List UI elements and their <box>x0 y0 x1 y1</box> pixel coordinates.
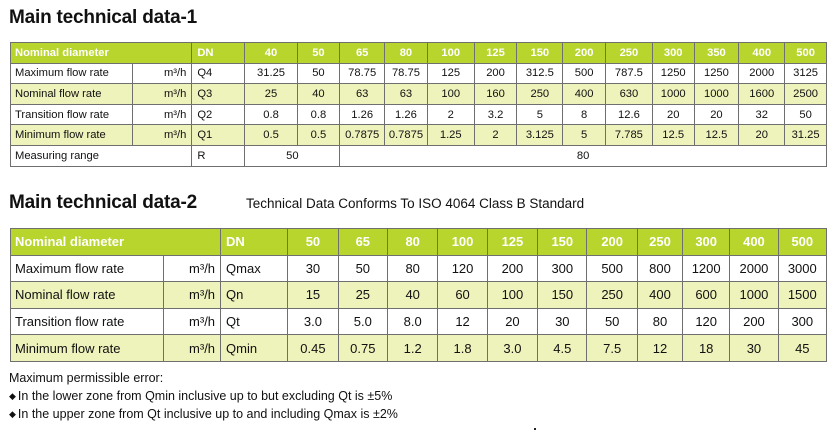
row-value-cell: 300 <box>778 308 826 335</box>
row-value-cell: 1000 <box>652 84 694 105</box>
row-label-cell: Maximum flow rate <box>11 63 133 84</box>
table-header-row <box>11 229 827 256</box>
row-value-cell: 1.26 <box>340 104 385 125</box>
header-symbol-cell: DN <box>221 229 288 256</box>
row-value-cell: 160 <box>474 84 517 105</box>
table-row <box>11 335 827 362</box>
measuring-range-rest-cell: 80 <box>340 145 827 166</box>
row-value-cell: 40 <box>297 84 340 105</box>
header-dn-cell: 150 <box>538 229 587 256</box>
row-value-cell: 400 <box>563 84 606 105</box>
row-value-cell: 7.785 <box>605 125 652 146</box>
row-value-cell: 25 <box>245 84 297 105</box>
row-label-cell: Nominal flow rate <box>11 282 164 309</box>
row-value-cell: 80 <box>387 255 437 282</box>
row-value-cell: 787.5 <box>605 63 652 84</box>
table2-title: Main technical data-2 <box>9 192 197 213</box>
header-dn-cell: 300 <box>683 229 730 256</box>
row-value-cell: 2000 <box>739 63 785 84</box>
row-value-cell: 78.75 <box>385 63 428 84</box>
row-value-cell: 630 <box>605 84 652 105</box>
row-value-cell: 50 <box>587 308 637 335</box>
row-value-cell: 125 <box>427 63 474 84</box>
row-value-cell: 0.45 <box>288 335 338 362</box>
row-value-cell: 0.75 <box>338 335 387 362</box>
technical-data-table-2 <box>10 228 827 362</box>
row-value-cell: 12 <box>438 308 487 335</box>
row-value-cell: 1.26 <box>385 104 428 125</box>
row-value-cell: 300 <box>538 255 587 282</box>
row-value-cell: 100 <box>427 84 474 105</box>
row-value-cell: 1.8 <box>438 335 487 362</box>
error-notes-heading: Maximum permissible error: <box>9 371 164 385</box>
row-value-cell: 0.8 <box>245 104 297 125</box>
row-value-cell: 30 <box>538 308 587 335</box>
error-note-text: In the upper zone from Qt inclusive up to and including Qmax is ±2% <box>17 407 398 421</box>
row-label-cell: Nominal flow rate <box>11 84 133 105</box>
error-note-text: In the lower zone from Qmin inclusive up to but excluding Qt is ±5% <box>17 389 393 403</box>
row-label-cell: Minimum flow rate <box>11 125 133 146</box>
row-value-cell: 1600 <box>739 84 785 105</box>
row-value-cell: 1000 <box>694 84 739 105</box>
row-value-cell: 2500 <box>785 84 827 105</box>
row-unit-cell: m³/h <box>164 255 221 282</box>
row-value-cell: 0.5 <box>245 125 297 146</box>
header-dn-cell: 350 <box>694 43 739 64</box>
row-value-cell: 45 <box>778 335 826 362</box>
row-symbol-cell: Qt <box>221 308 288 335</box>
row-value-cell: 200 <box>487 255 537 282</box>
row-value-cell: 3.0 <box>288 308 338 335</box>
row-value-cell: 0.7875 <box>385 125 428 146</box>
row-value-cell: 0.5 <box>297 125 340 146</box>
row-unit-cell: m³/h <box>164 282 221 309</box>
row-value-cell: 12.5 <box>652 125 694 146</box>
header-dn-cell: 400 <box>730 229 778 256</box>
header-dn-cell: 80 <box>387 229 437 256</box>
row-value-cell: 63 <box>385 84 428 105</box>
row-value-cell: 1200 <box>683 255 730 282</box>
header-dn-cell: 125 <box>474 43 517 64</box>
row-value-cell: 800 <box>637 255 682 282</box>
row-value-cell: 1.25 <box>427 125 474 146</box>
row-symbol-cell: Qn <box>221 282 288 309</box>
row-value-cell: 2000 <box>730 255 778 282</box>
row-symbol-cell: Q3 <box>192 84 245 105</box>
row-value-cell: 200 <box>730 308 778 335</box>
row-value-cell: 78.75 <box>340 63 385 84</box>
row-value-cell: 3.2 <box>474 104 517 125</box>
header-dn-cell: 200 <box>587 229 637 256</box>
row-value-cell: 120 <box>683 308 730 335</box>
table-row <box>11 255 827 282</box>
table-row <box>11 308 827 335</box>
row-unit-cell: m³/h <box>164 308 221 335</box>
header-symbol-cell: DN <box>192 43 245 64</box>
row-value-cell: 32 <box>739 104 785 125</box>
header-label-cell: Nominal diameter <box>11 43 192 64</box>
header-dn-cell: 40 <box>245 43 297 64</box>
table2-subtitle: Technical Data Conforms To ISO 4064 Class B Standard <box>246 196 585 211</box>
row-value-cell: 1.2 <box>387 335 437 362</box>
row-value-cell: 3.125 <box>517 125 563 146</box>
row-value-cell: 3000 <box>778 255 826 282</box>
row-value-cell: 312.5 <box>517 63 563 84</box>
header-dn-cell: 500 <box>785 43 827 64</box>
row-value-cell: 63 <box>340 84 385 105</box>
row-value-cell: 1250 <box>694 63 739 84</box>
row-unit-cell: m³/h <box>132 104 191 125</box>
row-value-cell: 8.0 <box>387 308 437 335</box>
row-value-cell: 80 <box>637 308 682 335</box>
diamond-bullet-icon: ◆ <box>9 391 16 401</box>
header-label-cell: Nominal diameter <box>11 229 221 256</box>
header-dn-cell: 65 <box>340 43 385 64</box>
row-unit-cell: m³/h <box>132 84 191 105</box>
header-dn-cell: 300 <box>652 43 694 64</box>
table-row <box>11 282 827 309</box>
table-row <box>11 125 827 146</box>
row-label-cell: Transition flow rate <box>11 308 164 335</box>
header-dn-cell: 150 <box>517 43 563 64</box>
measuring-range-row <box>11 145 827 166</box>
row-value-cell: 1250 <box>652 63 694 84</box>
row-value-cell: 3.0 <box>487 335 537 362</box>
header-dn-cell: 400 <box>739 43 785 64</box>
row-value-cell: 0.7875 <box>340 125 385 146</box>
row-value-cell: 30 <box>730 335 778 362</box>
diamond-bullet-icon: ◆ <box>9 409 16 419</box>
row-symbol-cell: Qmin <box>221 335 288 362</box>
table-row <box>11 84 827 105</box>
header-dn-cell: 80 <box>385 43 428 64</box>
row-value-cell: 60 <box>438 282 487 309</box>
row-value-cell: 1500 <box>778 282 826 309</box>
header-dn-cell: 65 <box>338 229 387 256</box>
row-value-cell: 2 <box>427 104 474 125</box>
row-value-cell: 7.5 <box>587 335 637 362</box>
row-value-cell: 400 <box>637 282 682 309</box>
row-value-cell: 120 <box>438 255 487 282</box>
row-value-cell: 8 <box>563 104 606 125</box>
header-dn-cell: 250 <box>637 229 682 256</box>
measuring-range-first-cell: 50 <box>245 145 340 166</box>
row-unit-cell: m³/h <box>164 335 221 362</box>
row-value-cell: 12 <box>637 335 682 362</box>
row-value-cell: 5 <box>517 104 563 125</box>
row-symbol-cell: Q1 <box>192 125 245 146</box>
row-value-cell: 20 <box>739 125 785 146</box>
row-value-cell: 25 <box>338 282 387 309</box>
row-value-cell: 50 <box>338 255 387 282</box>
technical-data-table-1 <box>10 42 827 167</box>
header-dn-cell: 200 <box>563 43 606 64</box>
row-value-cell: 150 <box>538 282 587 309</box>
row-value-cell: 5.0 <box>338 308 387 335</box>
row-symbol-cell: Qmax <box>221 255 288 282</box>
row-value-cell: 31.25 <box>245 63 297 84</box>
row-value-cell: 12.5 <box>694 125 739 146</box>
row-value-cell: 250 <box>587 282 637 309</box>
table1-title: Main technical data-1 <box>9 7 197 28</box>
header-dn-cell: 125 <box>487 229 537 256</box>
table-row <box>11 63 827 84</box>
row-value-cell: 500 <box>563 63 606 84</box>
row-value-cell: 15 <box>288 282 338 309</box>
error-note-lower-zone <box>9 389 392 403</box>
row-value-cell: 0.8 <box>297 104 340 125</box>
row-label-cell: Maximum flow rate <box>11 255 164 282</box>
row-value-cell: 500 <box>587 255 637 282</box>
header-dn-cell: 250 <box>605 43 652 64</box>
row-value-cell: 3125 <box>785 63 827 84</box>
row-value-cell: 600 <box>683 282 730 309</box>
row-value-cell: 4.5 <box>538 335 587 362</box>
header-dn-cell: 100 <box>438 229 487 256</box>
row-value-cell: 1000 <box>730 282 778 309</box>
stray-dot-mark <box>534 428 536 430</box>
row-value-cell: 20 <box>652 104 694 125</box>
row-symbol-cell: Q4 <box>192 63 245 84</box>
row-value-cell: 5 <box>563 125 606 146</box>
header-dn-cell: 50 <box>288 229 338 256</box>
row-label-cell: Minimum flow rate <box>11 335 164 362</box>
row-value-cell: 200 <box>474 63 517 84</box>
row-value-cell: 12.6 <box>605 104 652 125</box>
row-value-cell: 50 <box>785 104 827 125</box>
row-value-cell: 30 <box>288 255 338 282</box>
table-header-row <box>11 43 827 64</box>
row-symbol-cell: Q2 <box>192 104 245 125</box>
row-value-cell: 20 <box>694 104 739 125</box>
row-unit-cell: m³/h <box>132 63 191 84</box>
header-dn-cell: 100 <box>427 43 474 64</box>
row-label-cell: Transition flow rate <box>11 104 133 125</box>
row-value-cell: 18 <box>683 335 730 362</box>
error-note-upper-zone <box>9 407 398 421</box>
row-value-cell: 100 <box>487 282 537 309</box>
row-unit-cell: m³/h <box>132 125 191 146</box>
row-value-cell: 50 <box>297 63 340 84</box>
row-value-cell: 2 <box>474 125 517 146</box>
table-row <box>11 104 827 125</box>
row-value-cell: 31.25 <box>785 125 827 146</box>
measuring-range-symbol-cell: R <box>192 145 245 166</box>
row-value-cell: 40 <box>387 282 437 309</box>
header-dn-cell: 500 <box>778 229 826 256</box>
row-value-cell: 250 <box>517 84 563 105</box>
header-dn-cell: 50 <box>297 43 340 64</box>
measuring-range-label-cell: Measuring range <box>11 145 192 166</box>
row-value-cell: 20 <box>487 308 537 335</box>
